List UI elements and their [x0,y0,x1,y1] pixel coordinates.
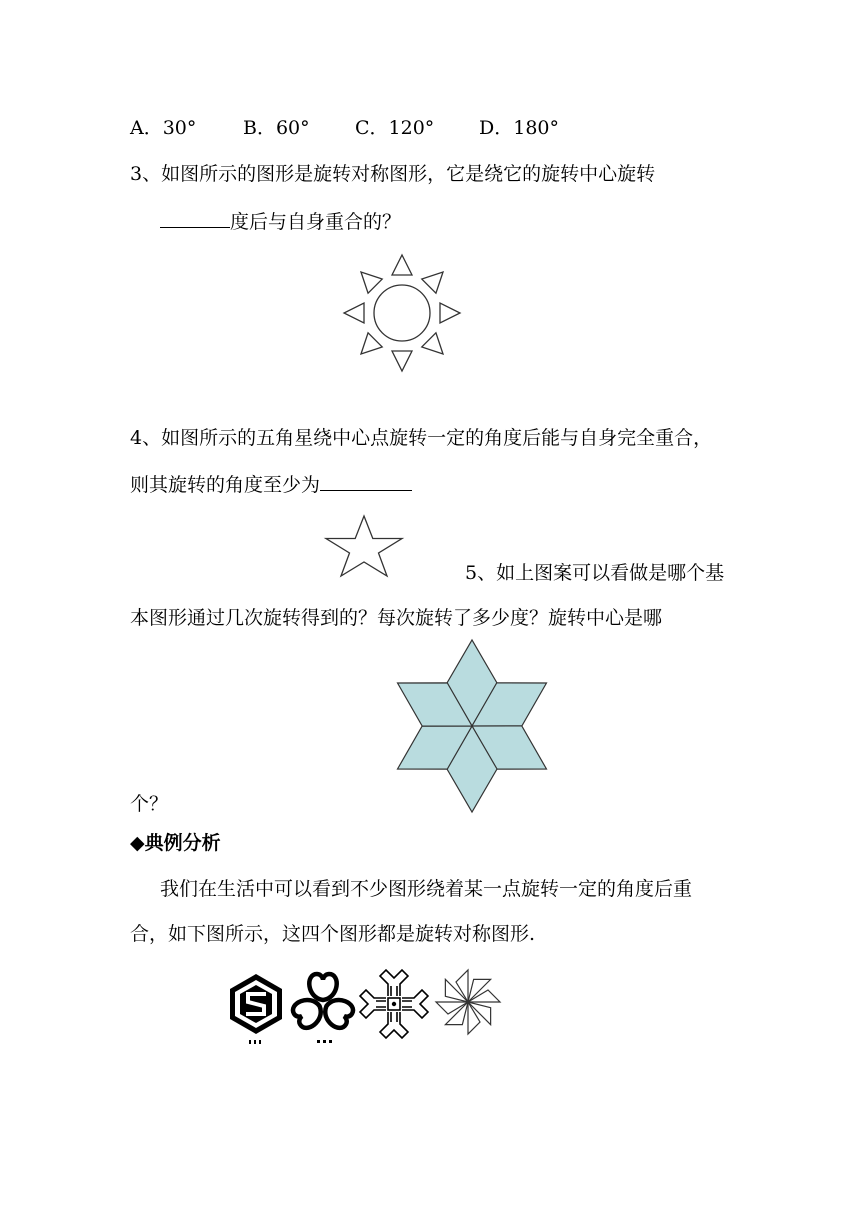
option-c: C．120° [355,117,435,139]
q5-line1: 5、如上图案可以看做是哪个基 [465,562,725,584]
q3-line1: 3、如图所示的图形是旋转对称图形，它是绕它的旋转中心旋转 [130,163,656,185]
four-arm-symbol [360,970,428,1038]
options-row [130,114,559,142]
q3-line2 [160,207,401,236]
hexagram-rhombus-figure [392,640,552,812]
q5-line3: 个？ [130,793,169,815]
hexagon-s-symbol [230,974,282,1044]
option-b: B．60° [243,117,310,139]
sun-figure [337,248,467,378]
q5-line2: 本图形通过几次旋转得到的？每次旋转了多少度？旋转中心是哪 [130,607,663,629]
star-figure [324,515,404,577]
section-para1: 我们在生活中可以看到不少图形绕着某一点旋转一定的角度后重 [160,878,693,900]
q3-answer-blank[interactable] [160,207,230,228]
q4-line2-text: 则其旋转的角度至少为 [130,474,321,496]
q4-line2 [130,470,412,499]
option-a: A．30° [130,117,197,139]
q3-line2-text: 度后与自身重合的？ [230,211,402,233]
flower-symbol [290,974,356,1043]
q4-answer-blank[interactable] [320,470,412,491]
section-heading: ◆典例分析 [130,832,221,854]
section-para2: 合，如下图所示，这四个图形都是旋转对称图形. [130,923,536,945]
rotational-symbols-figure [228,968,518,1048]
q4-line1: 4、如图所示的五角星绕中心点旋转一定的角度后能与自身完全重合， [130,427,713,449]
pinwheel-symbol [436,970,500,1034]
option-d: D．180° [479,117,559,139]
